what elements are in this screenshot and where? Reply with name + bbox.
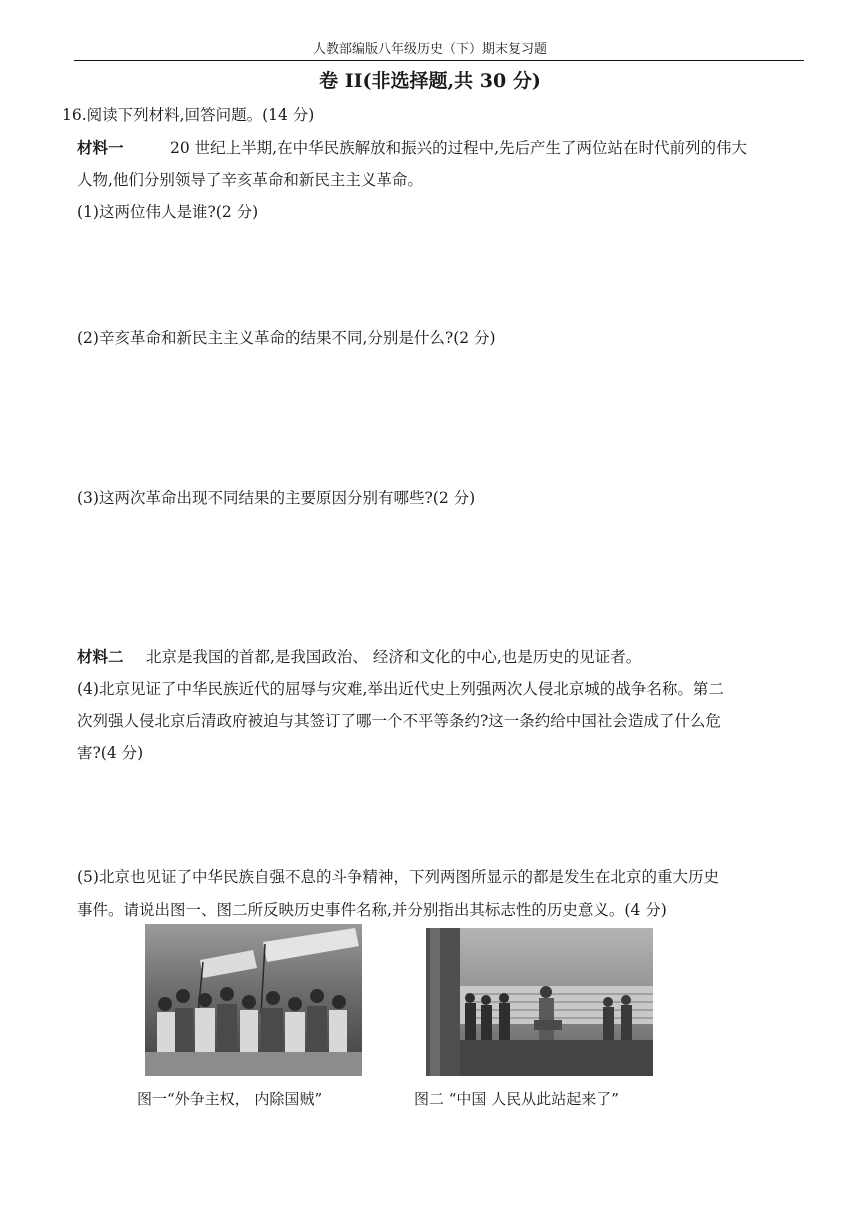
figure-2-photo — [426, 928, 653, 1076]
material2-text: 北京是我国的首都,是我国政治、 经济和文化的中心,也是历史的见证者。 — [146, 648, 642, 666]
page-header: 人教部编版八年级历史（下）期末复习题 — [312, 42, 547, 57]
material1-label: 材料一 — [77, 138, 124, 157]
figure-2-caption: 图二 “中国 人民从此站起来了” — [414, 1090, 619, 1108]
question-2: (2)辛亥革命和新民主主义革命的结果不同,分别是什么?(2 分) — [77, 329, 496, 347]
material1-line2: 人物,他们分别领导了辛亥革命和新民主主义革命。 — [77, 171, 423, 189]
question-4-line2: 次列强人侵北京后清政府被迫与其签订了哪一个不平等条约?这一条约给中国社会造成了什么危 — [77, 712, 721, 730]
question-5-line2: 事件。请说出图一、图二所反映历史事件名称,并分别指出其标志性的历史意义。(4 分) — [77, 901, 667, 919]
material2-label: 材料二 — [77, 647, 124, 666]
question-4-line3: 害?(4 分) — [77, 744, 144, 762]
figure-1-photo — [145, 924, 362, 1076]
question-4-line1: (4)北京见证了中华民族近代的屈辱与灾难,举出近代史上列强两次人侵北京城的战争名称。第二 — [77, 680, 724, 698]
question-stem: 16.阅读下列材料,回答问题。(14 分) — [62, 106, 315, 124]
question-5-line1: (5)北京也见证了中华民族自强不息的斗争精神，下列两图所显示的都是发生在北京的重大历史 — [77, 868, 719, 886]
section-title: 卷 II(非选择题,共 30 分) — [319, 70, 541, 92]
figure-1-caption: 图一“外争主权， 内除国贼” — [137, 1090, 323, 1108]
question-1: (1)这两位伟人是谁?(2 分) — [77, 203, 259, 221]
material1-line1: 20 世纪上半期,在中华民族解放和振兴的过程中,先后产生了两位站在时代前列的伟大 — [170, 139, 748, 157]
question-3: (3)这两次革命出现不同结果的主要原因分别有哪些?(2 分) — [77, 489, 476, 507]
header-rule — [74, 60, 804, 61]
